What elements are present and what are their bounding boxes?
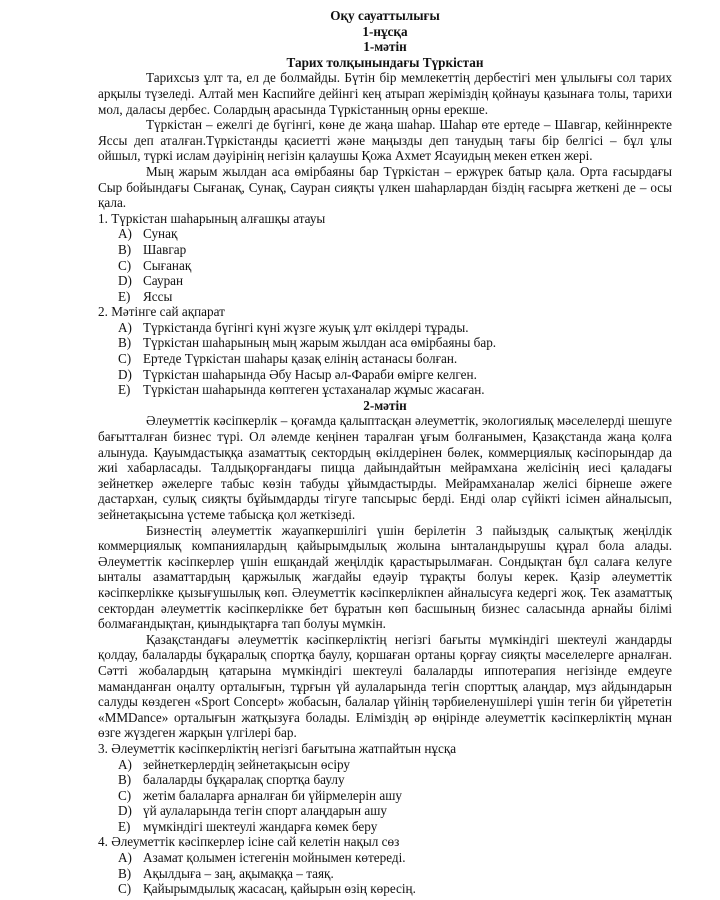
option-letter: D) <box>118 273 132 289</box>
question-2-options <box>98 320 672 398</box>
option-text: Ертеде Түркістан шаһары қазақ елінің астанасы болған. <box>143 351 458 367</box>
option-text: балаларды бұқаралақ спортқа баулу <box>143 772 345 788</box>
text1-label: 1-мәтін <box>363 39 407 55</box>
answer-option <box>118 850 672 866</box>
answer-option <box>118 382 672 398</box>
answer-option <box>118 367 672 383</box>
option-letter: А) <box>118 756 132 772</box>
text2-paragraph: Әлеуметтік кәсіпкерлік – қоғамда қалыптасқан әлеуметтік, экологиялық мәселелерді шешуге бағытталған бизнес түрі. Ол әлемде кеңінен таралған ұғым болғанымен, Қазақстанда жаңа қолға алынуда. Қауымдастыққа азаматтық сектордың өкілдерінен бөлек, коммерциялық кәсіпорындар да жиі хабарласады. Талдықорғандағы пицца дайындайтын мейрамхана желісінің иесі қаладағы зейнеткер әжелерге табыс көзін табуды ұйымдастырды. Мейрамханалар желісі бірнеше әжеге дастархан, сулық сияқты бұйымдарды тігуге тапсырыс берді. Енді олар сүйікті ісімен айналысып, зейнетақысына үстеме табысқа қол жеткізеді. <box>98 413 672 522</box>
option-letter: В) <box>118 865 132 881</box>
question-1: 1. Түркістан шаһарының алғашқы атауы <box>98 210 326 226</box>
option-letter: А) <box>118 226 132 242</box>
option-letter: А) <box>118 850 132 866</box>
option-text: Түркістанда бүгінгі күні жүзге жуық ұлт өкілдері тұрады. <box>143 319 469 335</box>
option-letter: С) <box>118 787 132 803</box>
text1-paragraph: Тарихсыз ұлт та, ел де болмайды. Бүтін бір мемлекеттің дербестігі мен ұлылығы сол тарих арқылы түзеледі. Алтай мен Каспийге дейінгі кең атырап жеріміздің қойнауы қазынаға толы, тарихи мол, даласы дербес. Солардың арасында Түркістанның орны ерекше. <box>98 70 672 117</box>
text2-paragraph: Бизнестің әлеуметтік жауапкершілігі үшін берілетін 3 пайыздық салықтық жеңілдік коммерциялық компаниялардың қайырымдылық жолына ынталандырушы құрал бола алады. Әлеуметтік кәсіпкерлер үшін ешқандай жеңілдік қарастырылмаған. Сондықтан бұл салаға келуге ынталы азаматтардың қаржылық жағдайы едәуір тұрақты болуы керек. Қазір әлеуметтік кәсіпкерлікке қызығушылық көп. Әлеуметтік кәсіпкерлікпен айналысуға кедергі жоқ. Тек азаматтық сектордан әлеуметтік кәсіпкерлікке бет бұратын көп басшының бизнес саласында арнайы білімі болмағандықтан, қиындықтарға тап болуы мүмкін. <box>98 522 672 632</box>
answer-option <box>118 772 672 788</box>
option-text: жетім балаларға арналған би үйірмелерін ашу <box>143 787 402 803</box>
option-text: Сығанақ <box>143 257 192 273</box>
answer-option <box>118 757 672 773</box>
answer-option <box>118 788 672 804</box>
question-4-options <box>98 850 672 897</box>
option-text: Яссы <box>143 288 173 304</box>
answer-option <box>118 273 672 289</box>
answer-option <box>118 320 672 336</box>
text1-paragraph: Мың жарым жылдан аса өмірбаяны бар Түркістан – ержүрек батыр қала. Орта ғасырдағы Сыр бойындағы Сығанақ, Сунақ, Сауран сияқты үлкен шаһарлардан біздің ғасырға жеткені де – осы қала. <box>98 163 672 211</box>
answer-option <box>118 866 672 882</box>
question-3-options <box>98 757 672 835</box>
option-letter: В) <box>118 772 132 788</box>
option-letter: А) <box>118 319 132 335</box>
text1-paragraph: Түркістан – ежелгі де бүгінгі, көне де жаңа шаһар. Шаһар өте ертеде – Шавгар, кейіннректе Яссы деп аталған.Түркістанды қасиетті және маңызды деп танудың тағы бір белгісі – бұл ұлы ойшыл, түркі ислам дәуірінің негізін қалаушы Қожа Ахмет Ясауидың мекен еткен жері. <box>98 117 672 164</box>
text1-title: Тарих толқынындағы Түркістан <box>286 54 484 70</box>
option-text: Шавгар <box>143 241 187 257</box>
variant-label: 1-нұсқа <box>362 23 408 39</box>
option-text: Түркістан шаһарының мың жарым жылдан аса өмірбаяны бар. <box>143 335 497 351</box>
answer-option <box>118 226 672 242</box>
option-letter: С) <box>118 351 132 367</box>
question-4: 4. Әлеуметтік кәсіпкерлер ісіне сай келетін нақыл сөз <box>98 834 400 850</box>
answer-option <box>118 881 672 897</box>
option-letter: С) <box>118 257 132 273</box>
option-text: Түркістан шаһарында көптеген ұстаханалар жұмыс жасаған. <box>143 382 485 398</box>
option-text: Азамат қолымен істегенін мойнымен көтереді. <box>143 850 406 866</box>
option-text: Сауран <box>143 273 184 289</box>
answer-option <box>118 258 672 274</box>
document-title: Оқу сауаттылығы <box>330 8 440 23</box>
option-text: үй аулаларында тегін спорт алаңдарын ашу <box>143 803 387 819</box>
option-text: мүмкіндігі шектеулі жандарға көмек беру <box>143 818 378 834</box>
answer-option <box>118 351 672 367</box>
answer-option <box>118 819 672 835</box>
option-letter: С) <box>118 881 132 897</box>
option-letter: D) <box>118 366 132 382</box>
answer-option <box>118 289 672 305</box>
text2-label: 2-мәтін <box>363 397 407 413</box>
option-letter: В) <box>118 335 132 351</box>
option-letter: Е) <box>118 818 131 834</box>
question-2: 2. Мәтінге сай ақпарат <box>98 304 225 320</box>
option-letter: Е) <box>118 288 131 304</box>
question-1-options <box>98 226 672 304</box>
option-letter: D) <box>118 803 132 819</box>
option-text: Сунақ <box>143 226 178 242</box>
text2-paragraph: Қазақстандағы әлеуметтік кәсіпкерліктің негізгі бағыты мүмкіндігі шектеулі жандарды қолдау, балаларды бұқаралық спортқа баулу, қоршаған ортаны қорғау сияқты мәселелерге арналған. Сәтті жобалардың қатарына мүмкіндігі шектеулі балаларды иппотерапия негізінде емдеуге маманданған оңалту орталығын, тұрғын үй аулаларында тегін спорттық алаңдар, мұз айдындарын салуды көздеген «Sport Concept» жобасын, балалар үйінің тәрбиеленушілері үшін тегін би үйрететін «MMDance» орталығын жатқызуға болады. Еліміздің әр өңірінде әлеуметтік кәсіпкерліктің мұнан өзге жүздеген жарқын үлгілері бар. <box>98 631 672 741</box>
option-letter: Е) <box>118 382 131 398</box>
option-letter: В) <box>118 241 132 257</box>
option-text: зейнеткерлердің зейнетақысын өсіру <box>143 756 350 772</box>
question-3: 3. Әлеуметтік кәсіпкерліктің негізгі бағытына жатпайтын нұсқа <box>98 740 457 756</box>
answer-option <box>118 803 672 819</box>
option-text: Түркістан шаһарында Әбу Насыр әл-Фараби өмірге келген. <box>143 366 477 382</box>
option-text: Қайырымдылық жасасаң, қайырын өзің көресің. <box>143 881 416 897</box>
answer-option <box>118 242 672 258</box>
answer-option <box>118 335 672 351</box>
option-text: Ақылдыға – заң, ақымаққа – таяқ. <box>143 865 334 881</box>
